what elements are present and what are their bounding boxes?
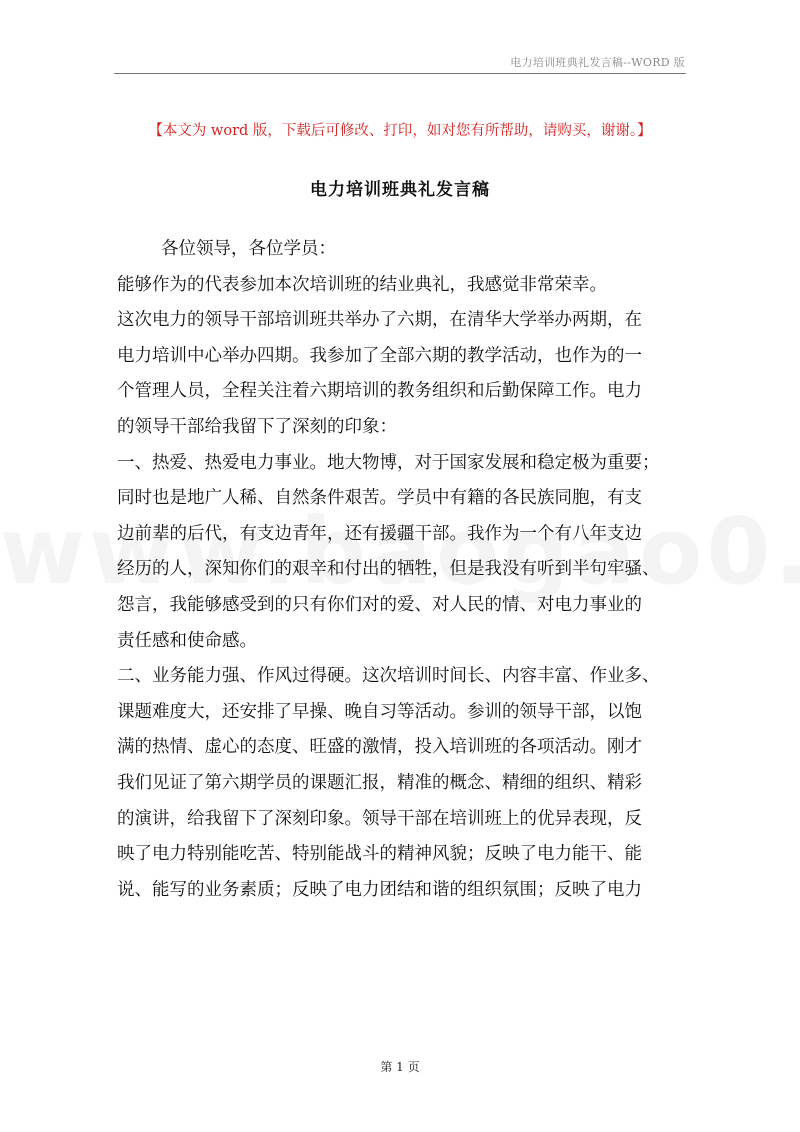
body-line: 怨言，我能够感受到的只有你们对的爱、对人民的情、对电力事业的 <box>117 594 642 615</box>
body-line: 的演讲，给我留下了深刻印象。领导干部在培训班上的优异表现，反 <box>117 808 642 829</box>
body-line: 的领导干部给我留下了深刻的印象： <box>117 416 397 437</box>
body-line: 个管理人员，全程关注着六期培训的教务组织和后勤保障工作。电力 <box>117 381 642 402</box>
body-line: 能够作为的代表参加本次培训班的结业典礼，我感觉非常荣幸。 <box>117 274 607 295</box>
body-line: 经历的人，深知你们的艰辛和付出的牺牲，但是我没有听到半句牢骚、 <box>117 559 660 580</box>
body-text <box>117 232 685 908</box>
body-line: 一、热爱、热爱电力事业。地大物博，对于国家发展和稳定极为重要； <box>117 452 660 473</box>
body-line: 我们见证了第六期学员的课题汇报，精准的概念、精细的组织、精彩 <box>117 772 642 793</box>
page-number: 第 1 页 <box>380 1060 420 1074</box>
header-rule <box>114 73 686 74</box>
purchase-notice: 【本文为 word 版，下载后可修改、打印，如对您有所帮助，请购买，谢谢。】 <box>148 123 652 139</box>
body-line: 边前辈的后代，有支边青年，还有援疆干部。我作为一个有八年支边 <box>117 523 642 544</box>
body-line: 同时也是地广人稀、自然条件艰苦。学员中有籍的各民族同胞，有支 <box>117 488 642 509</box>
body-line: 说、能写的业务素质；反映了电力团结和谐的组织氛围；反映了电力 <box>117 879 642 900</box>
document-title: 电力培训班典礼发言稿 <box>310 180 490 200</box>
body-line: 电力培训中心举办四期。我参加了全部六期的教学活动，也作为的一 <box>117 345 642 366</box>
body-line: 课题难度大，还安排了早操、晚自习等活动。参训的领导干部，以饱 <box>117 701 642 722</box>
body-line: 二、业务能力强、作风过得硬。这次培训时间长、内容丰富、作业多、 <box>117 666 660 687</box>
body-line: 满的热情、虚心的态度、旺盛的激情，投入培训班的各项活动。刚才 <box>117 737 642 758</box>
body-line: 责任感和使命感。 <box>117 630 257 651</box>
running-header: 电力培训班典礼发言稿--WORD 版 <box>510 56 685 69</box>
body-line: 映了电力特别能吃苦、特别能战斗的精神风貌；反映了电力能干、能 <box>117 844 642 865</box>
salutation-line: 各位领导，各位学员： <box>161 239 336 259</box>
body-line: 这次电力的领导干部培训班共举办了六期，在清华大学举办两期，在 <box>117 310 642 331</box>
